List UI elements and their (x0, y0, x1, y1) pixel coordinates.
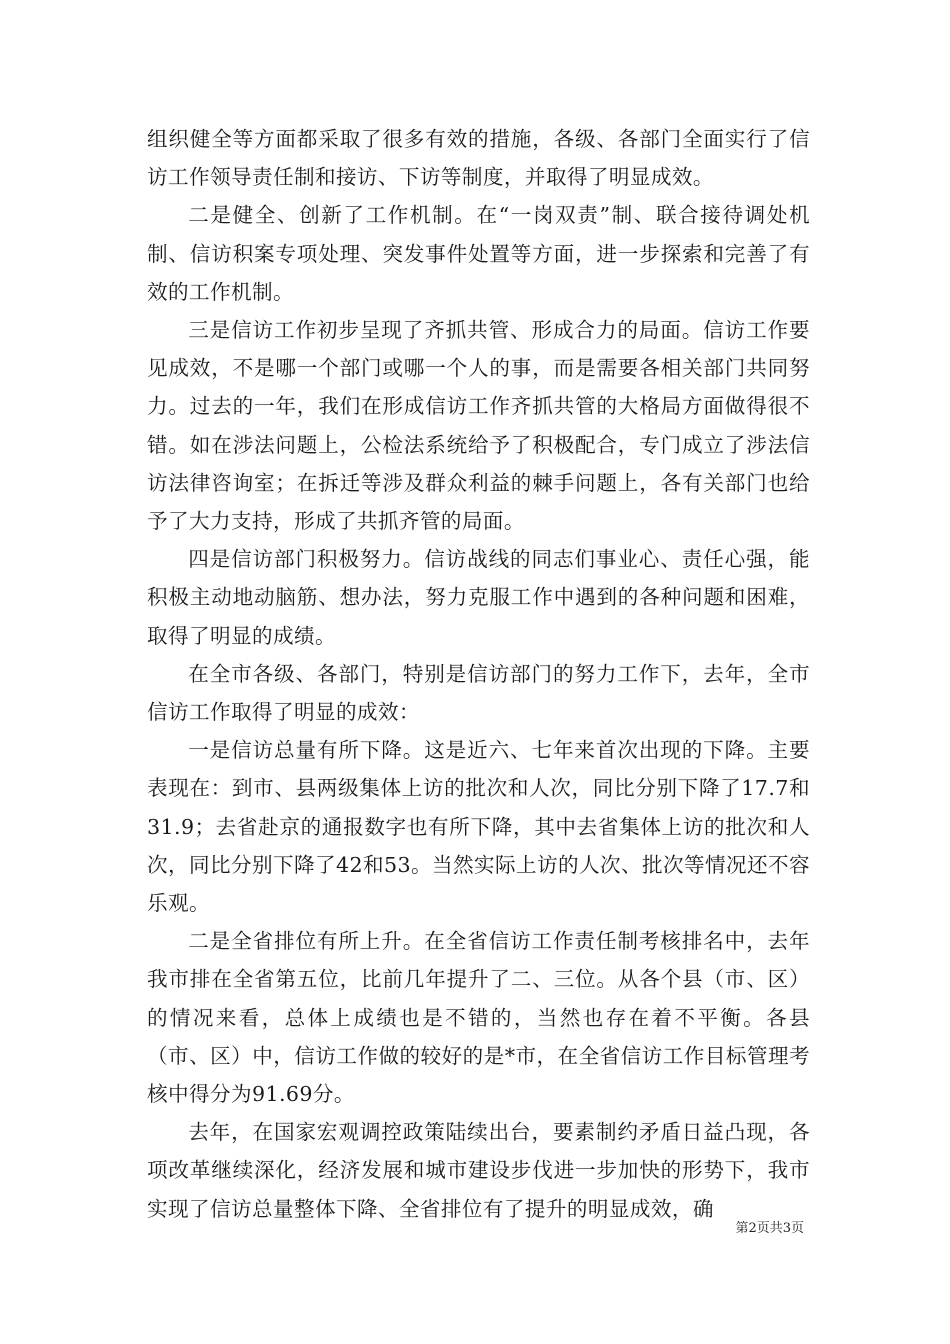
paragraph: 二是健全、创新了工作机制。在“一岗双责”制、联合接待调处机制、信访积案专项处理、突发事件处置等方面，进一步探索和完善了有效的工作机制。 (147, 203, 810, 304)
paragraph: 二是全省排位有所上升。在全省信访工作责任制考核排名中，去年我市排在全省第五位，比前几年提升了二、三位。从各个县（市、区）的情况来看，总体上成绩也是不错的，当然也存在着不平衡。各县（市、区）中，信访工作做的较好的是*市，在全省信访工作目标管理考核中得分为91.69分。 (147, 929, 810, 1107)
paragraph: 一是信访总量有所下降。这是近六、七年来首次出现的下降。主要表现在：到市、县两级集体上访的批次和人次，同比分别下降了17.7和31.9；去省赴京的通报数字也有所下降，其中去省集体上访的批次和人次，同比分别下降了42和53。当然实际上访的人次、批次等情况还不容乐观。 (147, 738, 810, 916)
document-body (147, 120, 810, 1228)
paragraph: 四是信访部门积极努力。信访战线的同志们事业心、责任心强，能积极主动地动脑筋、想办法，努力克服工作中遇到的各种问题和困难，取得了明显的成绩。 (147, 547, 810, 648)
paragraph: 在全市各级、各部门，特别是信访部门的努力工作下，去年，全市信访工作取得了明显的成效： (147, 661, 810, 725)
page-number: 第2页共3页 (735, 1221, 804, 1236)
paragraph: 去年，在国家宏观调控政策陆续出台，要素制约矛盾日益凸现，各项改革继续深化，经济发展和城市建设步伐进一步加快的形势下，我市实现了信访总量整体下降、全省排位有了提升的明显成效，确 (147, 1120, 810, 1221)
paragraph: 三是信访工作初步呈现了齐抓共管、形成合力的局面。信访工作要见成效，不是哪一个部门或哪一个人的事，而是需要各相关部门共同努力。过去的一年，我们在形成信访工作齐抓共管的大格局方面做得很不错。如在涉法问题上，公检法系统给予了积极配合，专门成立了涉法信访法律咨询室；在拆迁等涉及群众利益的棘手问题上，各有关部门也给予了大力支持，形成了共抓齐管的局面。 (147, 318, 810, 534)
paragraph-continued: 组织健全等方面都采取了很多有效的措施，各级、各部门全面实行了信访工作领导责任制和接访、下访等制度，并取得了明显成效。 (147, 127, 810, 190)
